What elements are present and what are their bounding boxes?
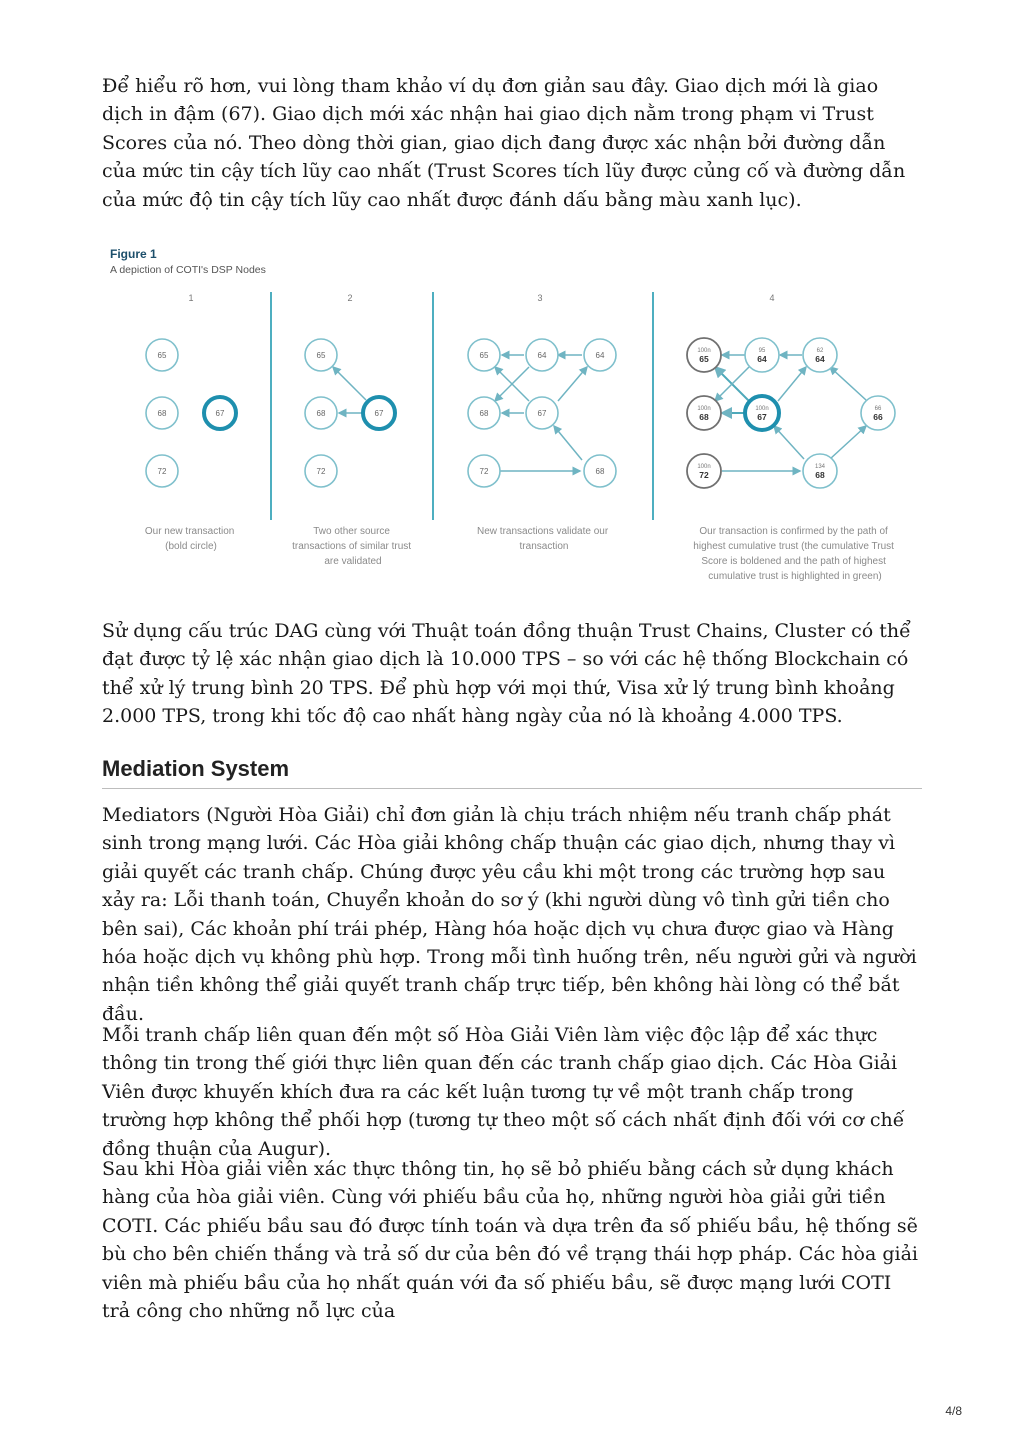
edge [558, 367, 587, 401]
node-score-label: 100n [697, 464, 711, 470]
column-number-3: 3 [537, 293, 543, 303]
caption-column-3 [477, 526, 611, 552]
column-number-4: 4 [769, 293, 775, 303]
caption-column-1 [145, 526, 237, 552]
caption-line: Our transaction is confirmed by the path of [699, 526, 888, 537]
node-label: 65 [157, 351, 167, 360]
node-score-label: 100n [755, 406, 769, 412]
mediators-paragraph: Mediators (Người Hòa Giải) chỉ đơn giản là chịu trách nhiệm nếu tranh chấp phát sinh trong mạng lưới. Các Hòa giải không chấp thuận các giao dịch, nhưng thay vì giải quyết các tranh chấp. Chúng được yêu cầu khi một trong các trường hợp sau xảy ra: Lỗi thanh toán, Chuyển khoản do sơ ý (khi người dùng vô tình gửi tiền cho bên sai), Các khoản phí trái phép, Hàng hóa hoặc dịch vụ chưa được giao và Hàng hóa hoặc dịch vụ không phù hợp. Trong mỗi tình huống trên, nếu người gửi và người nhận tiền không thể giải quyết tranh chấp trực tiếp, bên không hài lòng có thể bắt đầu. [102, 804, 917, 1025]
node-label: 64 [595, 351, 605, 360]
node-label: 65 [699, 354, 709, 364]
caption-line: (bold circle) [165, 541, 217, 552]
node-label: 68 [157, 409, 167, 418]
column-3-graph [468, 339, 616, 487]
figure-title: Figure 1 [110, 247, 157, 261]
section-heading: Mediation System [102, 754, 922, 789]
node-label: 67 [757, 412, 767, 422]
caption-line: transaction [519, 541, 569, 552]
caption-line: Score is boldened and the path of highest [701, 556, 886, 567]
caption-line: transactions of similar trust [292, 541, 412, 552]
disputes-paragraph: Mỗi tranh chấp liên quan đến một số Hòa Giải Viên làm việc độc lập để xác thực thông tin trong thế giới thực liên quan đến các tranh chấp giao dịch. Các Hòa Giải Viên được khuyến khích đưa ra các kết luận tương tự về một tranh chấp trong trường hợp không thể phối hợp (tương tự theo một số cách nhất định đối với cơ chế đồng thuận của Augur). [102, 1024, 905, 1160]
node-label: 68 [316, 409, 326, 418]
node-score-label: 95 [758, 348, 766, 354]
edge [333, 367, 366, 400]
node-score-label: 100n [697, 406, 711, 412]
node-score-label: 66 [874, 406, 882, 412]
intro-paragraph: Để hiểu rõ hơn, vui lòng tham khảo ví dụ đơn giản sau đây. Giao dịch mới là giao dịch in đậm (67). Giao dịch mới xác nhận hai giao dịch nằm trong phạm vi Trust Scores của nó. Theo dòng thời gian, giao dịch đang được xác nhận bởi đường dẫn của mức tin cậy tích lũy cao nhất (Trust Scores tích lũy được củng cố và đường dẫn của mức độ tin cậy tích lũy cao nhất được đánh dấu bằng màu xanh lục). [102, 75, 906, 211]
node-label: 68 [595, 467, 605, 476]
node-label: 72 [699, 470, 709, 480]
node-label: 68 [815, 470, 825, 480]
caption-column-4 [693, 526, 896, 582]
caption-line: are validated [324, 556, 382, 567]
node-label: 72 [316, 467, 326, 476]
column-1-graph [146, 339, 236, 487]
dag-paragraph: Sử dụng cấu trúc DAG cùng với Thuật toán đồng thuận Trust Chains, Cluster có thể đạt được tỷ lệ xác nhận giao dịch là 10.000 TPS – so với các hệ thống Blockchain có thể xử lý trung bình 20 TPS. Để phù hợp với mọi thứ, Visa xử lý trung bình khoảng 2.000 TPS, trong khi tốc độ cao nhất hàng ngày của nó là khoảng 4.000 TPS. [102, 620, 911, 728]
node-score-label: 62 [816, 348, 824, 354]
node-label: 67 [374, 409, 384, 418]
node-label: 67 [215, 409, 225, 418]
caption-column-2 [292, 526, 414, 567]
caption-line: New transactions validate our [477, 526, 609, 537]
node-label: 64 [815, 354, 825, 364]
edge [830, 426, 866, 459]
caption-line: Two other source [313, 526, 390, 537]
node-label: 65 [479, 351, 489, 360]
node-label: 66 [873, 412, 883, 422]
column-2-graph [305, 339, 395, 487]
caption-line: Our new transaction [144, 526, 235, 537]
column-4-graph [687, 338, 895, 488]
node-label: 72 [157, 467, 167, 476]
voting-paragraph: Sau khi Hòa giải viên xác thực thông tin, họ sẽ bỏ phiếu bằng cách sử dụng khách hàng của hòa giải viên. Cùng với phiếu bầu của họ, những người hòa giải gửi tiền COTI. Các phiếu bầu sau đó được tính toán và dựa trên đa số phiếu bầu, hệ thống sẽ bù cho bên chiến thắng và trả số dư của bên đó về trạng thái hợp pháp. Các hòa giải viên mà phiếu bầu của họ nhất quán với đa số phiếu bầu, sẽ được mạng lưới COTI trả công cho những nỗ lực của [102, 1158, 918, 1323]
column-number-2: 2 [347, 293, 353, 303]
page-number: 4/8 [945, 1404, 962, 1418]
edge [830, 367, 866, 400]
node-label: 64 [757, 354, 767, 364]
column-number-1: 1 [188, 293, 194, 303]
node-label: 68 [699, 412, 709, 422]
node-label: 64 [537, 351, 547, 360]
node-score-label: 134 [814, 464, 826, 470]
edge [554, 426, 582, 460]
figure-subtitle: A depiction of COTI's DSP Nodes [110, 264, 266, 276]
node-label: 67 [537, 409, 547, 418]
caption-line: highest cumulative trust (the cumulative Trust [693, 541, 894, 552]
node-label: 68 [479, 409, 489, 418]
figure-dsp-nodes [104, 240, 924, 590]
edge [774, 426, 804, 459]
caption-line: cumulative trust is highlighted in green) [708, 571, 882, 582]
node-score-label: 100n [697, 348, 711, 354]
node-label: 65 [316, 351, 326, 360]
node-label: 72 [479, 467, 489, 476]
edge [778, 367, 806, 401]
